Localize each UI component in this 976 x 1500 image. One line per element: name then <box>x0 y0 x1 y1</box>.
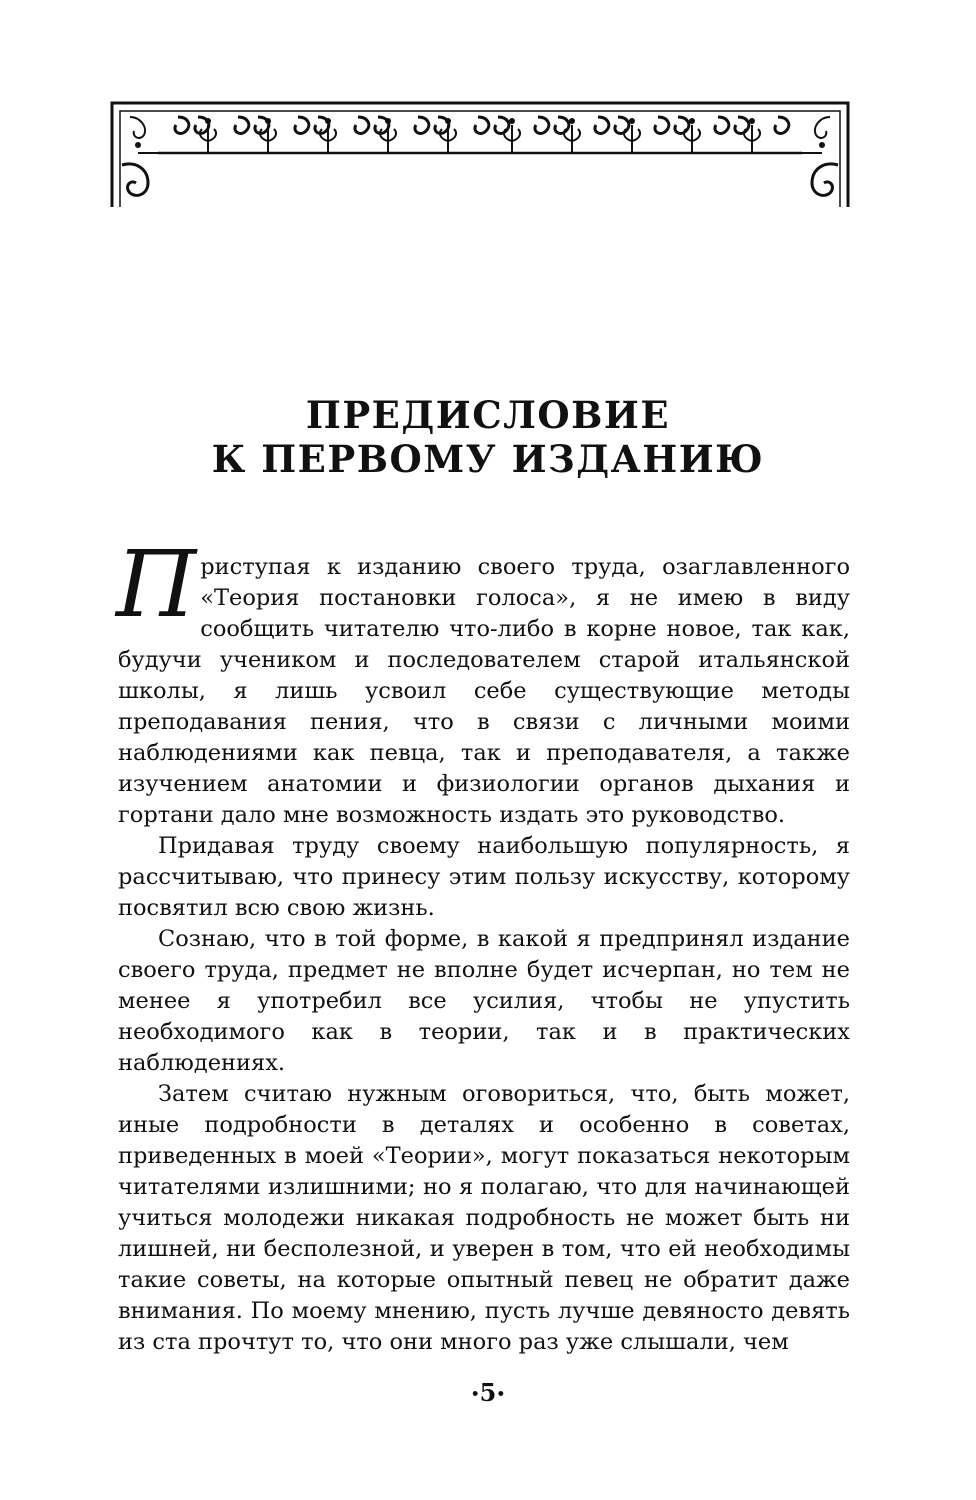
paragraph-1 <box>116 531 850 831</box>
drop-cap: П <box>116 531 197 638</box>
page-number-value: 5 <box>479 1378 497 1407</box>
paragraph-4: Затем считаю нужным оговориться, что, быть может, иные подробности в деталях и особенно в советах, приведенных в моей «Теории», могут показаться некоторым читателями излишними; но я полагаю, что для начинающей учиться молодежи никакая подробность не может быть ни лишней, ни бесполезной, и уверен в том, что ей необходимы такие советы, на которые опытный певец не обратит даже внимания. По моему мнению, пусть лучше девяносто девять из ста прочтут то, что они много раз уже слышали, чем <box>118 1081 850 1355</box>
paragraph-2: Придавая труду своему наибольшую популярность, я рассчитываю, что принесу этим пользу искусству, которому посвятил всю свою жизнь. <box>118 833 850 921</box>
chapter-title <box>0 393 976 481</box>
decorative-scroll-border-icon <box>108 95 852 213</box>
paragraph-3: Сознаю, что в той форме, в какой я предпринял издание своего труда, предмет не вполне будет исчерпан, но тем не менее я употребил все усилия, чтобы не упустить необходимого как в теории, так и в практических наблюдениях. <box>118 926 850 1076</box>
chapter-title-line-1: ПРЕДИСЛОВИЕ <box>305 393 671 437</box>
page-number <box>0 1378 976 1407</box>
page-number-separator-left: • <box>470 1386 480 1403</box>
paragraph-1-text: риступая к изданию своего труда, озаглавленного «Теория постановки голоса», я не имею в виду сообщить читателю что-либо в корне новое, так как, будучи учеником и последователем старой итальянской школы, я лишь усвоил себе существующие методы преподавания пения, что в связи с личными моими наблюдениями как певца, так и преподавателя, а также изучением анатомии и физиологии органов дыхания и гортани дало мне возможность издать это руководство. <box>118 554 850 828</box>
body-text <box>116 531 850 1358</box>
page-number-separator-right: • <box>496 1386 506 1403</box>
chapter-title-line-2: К ПЕРВОМУ ИЗДАНИЮ <box>211 437 765 481</box>
